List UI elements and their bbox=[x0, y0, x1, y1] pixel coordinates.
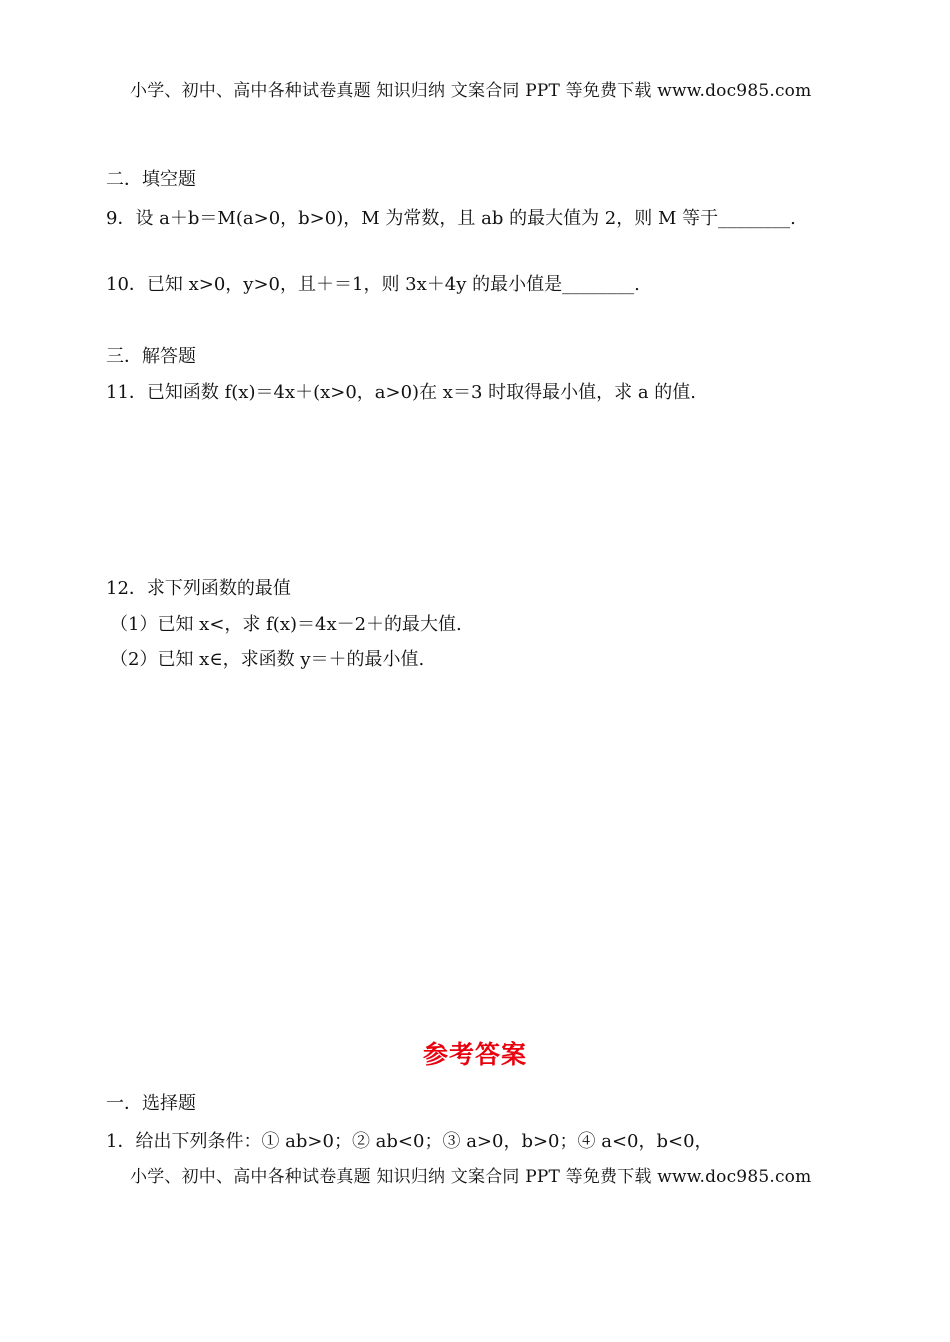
question-12-part-1: （1）已知 x<，求 f(x)＝4x－2＋的最大值. bbox=[110, 614, 462, 635]
page-footer: 小学、初中、高中各种试卷真题 知识归纳 文案合同 PPT 等免费下载 www.doc985.com bbox=[130, 1167, 812, 1187]
question-11: 11．已知函数 f(x)＝4x＋(x>0，a>0)在 x＝3 时取得最小值，求 a 的值. bbox=[106, 382, 697, 403]
question-9: 9．设 a＋b＝M(a>0，b>0)，M 为常数，且 ab 的最大值为 2，则 M 等于________. bbox=[106, 208, 796, 229]
answers-title: 参考答案 bbox=[422, 1040, 527, 1069]
question-10: 10．已知 x>0，y>0，且＋＝1，则 3x＋4y 的最小值是________. bbox=[106, 274, 640, 295]
question-12: 12．求下列函数的最值 bbox=[106, 578, 291, 599]
question-12-part-2: （2）已知 x∈，求函数 y＝＋的最小值. bbox=[110, 649, 425, 670]
section-heading-fill-in: 二．填空题 bbox=[106, 169, 196, 190]
section-heading-solve: 三．解答题 bbox=[106, 346, 196, 367]
section-heading-choice: 一．选择题 bbox=[106, 1093, 196, 1114]
page-header: 小学、初中、高中各种试卷真题 知识归纳 文案合同 PPT 等免费下载 www.doc985.com bbox=[130, 81, 812, 101]
question-1: 1．给出下列条件：① ab>0；② ab<0；③ a>0，b>0；④ a<0，b<0， bbox=[106, 1131, 713, 1152]
